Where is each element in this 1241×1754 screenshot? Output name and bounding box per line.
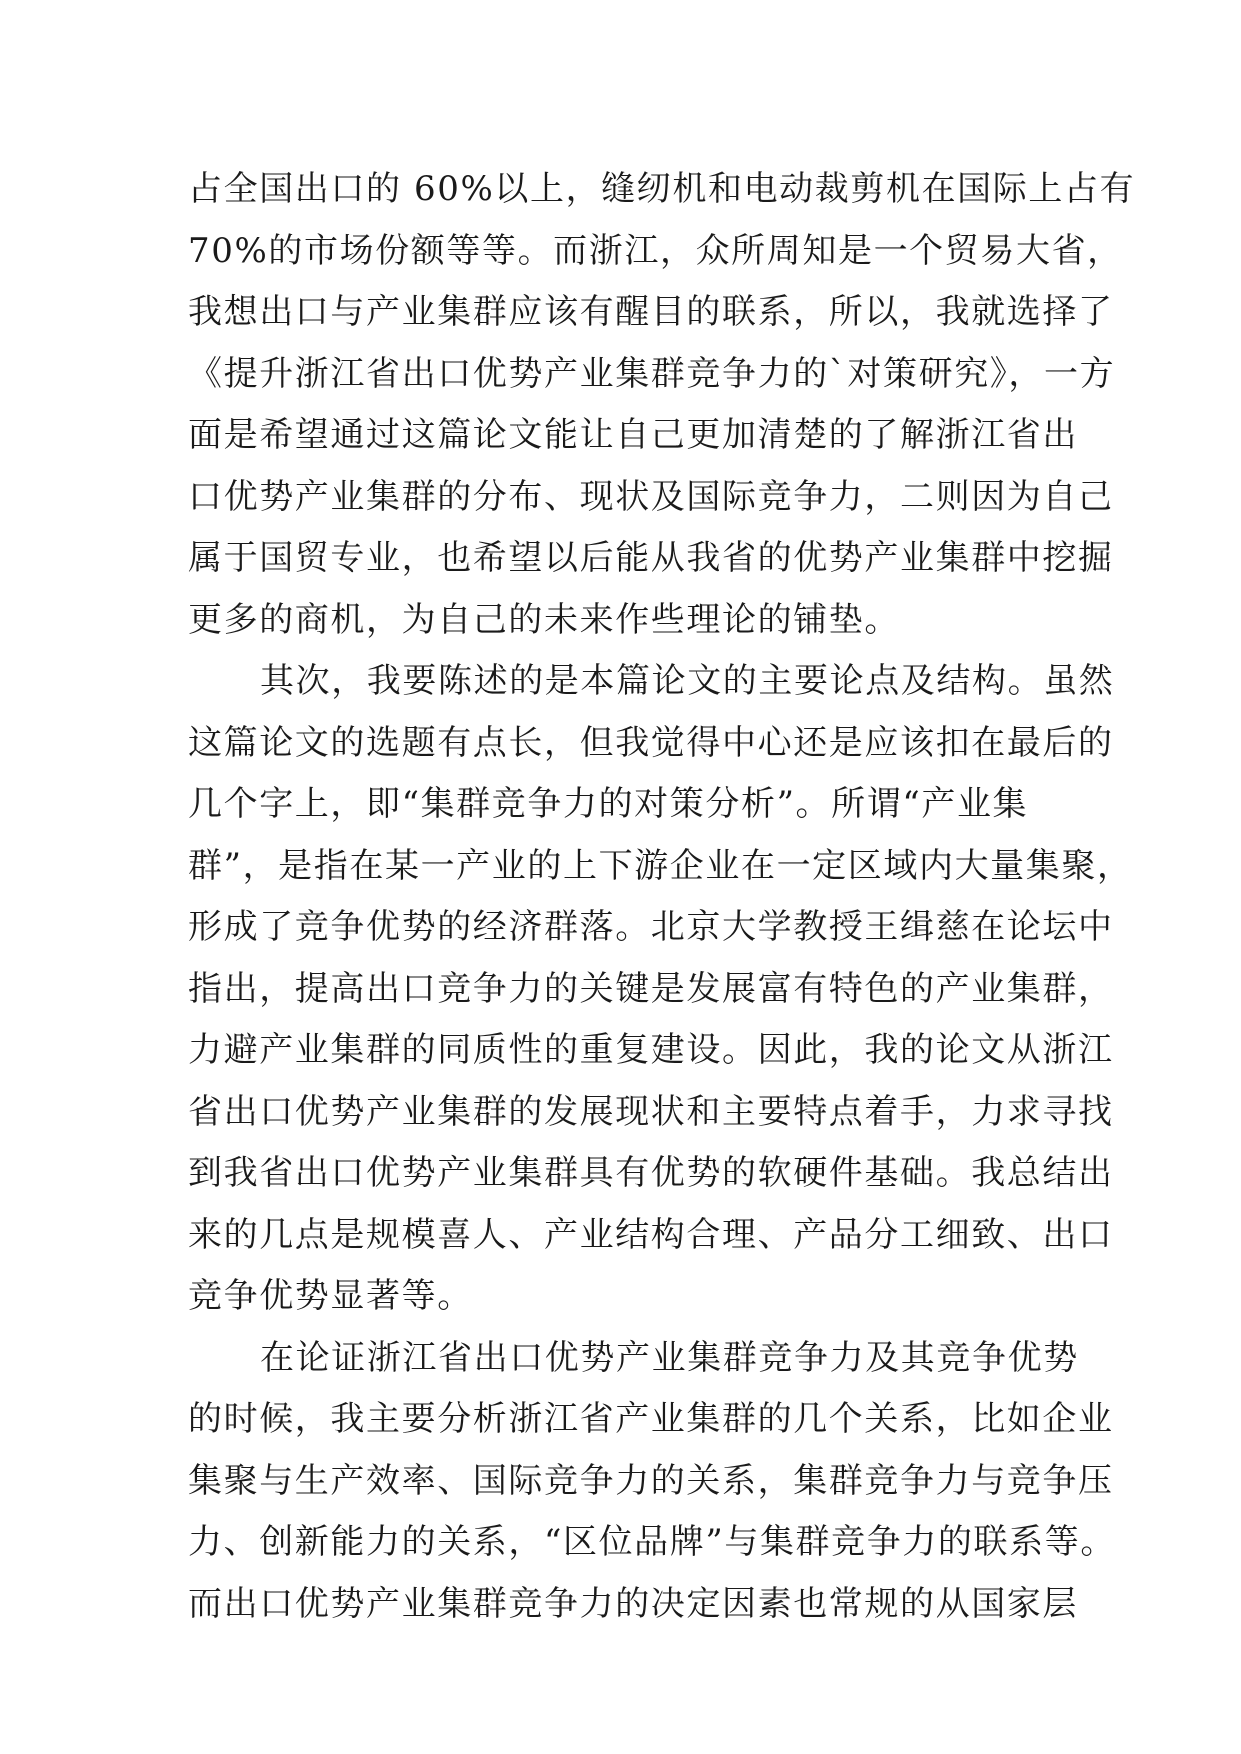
text-line: 属于国贸专业，也希望以后能从我省的优势产业集群中挖掘 [188,538,1114,578]
paragraph-first-line: 在论证浙江省出口优势产业集群竞争力及其竞争优势 [260,1337,1079,1378]
text-line: 到我省出口优势产业集群具有优势的软硬件基础。我总结出 [188,1153,1114,1193]
paragraph-first-line: 其次，我要陈述的是本篇论文的主要论点及结构。虽然 [260,661,1115,701]
text-line: 占全国出口的 60%以上，缝纫机和电动裁剪机在国际上占有 [188,169,1136,209]
text-line: 这篇论文的选题有点长，但我觉得中心还是应该扣在最后的 [188,722,1114,763]
text-line: 群”，是指在某一产业的上下游企业在一定区域内大量集聚， [188,845,1133,886]
text-line: 口优势产业集群的分布、现状及国际竞争力，二则因为自己 [188,476,1114,517]
text-line: 来的几点是规模喜人、产业结构合理、产品分工细致、出口 [188,1214,1114,1255]
text-line: 集聚与生产效率、国际竞争力的关系，集群竞争力与竞争压 [188,1460,1114,1501]
text-line: 《提升浙江省出口优势产业集群竞争力的`对策研究》，一方 [188,353,1116,394]
text-line: 70%的市场份额等等。而浙江，众所周知是一个贸易大省， [188,230,1123,271]
text-line: 省出口优势产业集群的发展现状和主要特点着手，力求寻找 [188,1091,1114,1132]
text-line: 几个字上，即“集群竞争力的对策分析”。所谓“产业集 [188,784,1029,824]
text-line: 的时候，我主要分析浙江省产业集群的几个关系，比如企业 [188,1399,1114,1439]
text-line: 我想出口与产业集群应该有醒目的联系，所以，我就选择了 [188,292,1114,332]
text-line: 力避产业集群的同质性的重复建设。因此，我的论文从浙江 [188,1030,1114,1070]
text-line: 指出，提高出口竞争力的关键是发展富有特色的产业集群， [188,968,1114,1009]
text-line: 力、创新能力的关系，“区位品牌”与集群竞争力的联系等。 [188,1522,1116,1562]
body-text [188,159,1136,1635]
text-line: 形成了竞争优势的经济群落。北京大学教授王缉慈在论坛中 [188,907,1114,947]
text-line: 面是希望通过这篇论文能让自己更加清楚的了解浙江省出 [188,415,1078,455]
text-line: 更多的商机，为自己的未来作些理论的铺垫。 [188,599,900,640]
text-line: 而出口优势产业集群竞争力的决定因素也常规的从国家层 [188,1583,1078,1624]
text-line: 竞争优势显著等。 [188,1276,473,1316]
